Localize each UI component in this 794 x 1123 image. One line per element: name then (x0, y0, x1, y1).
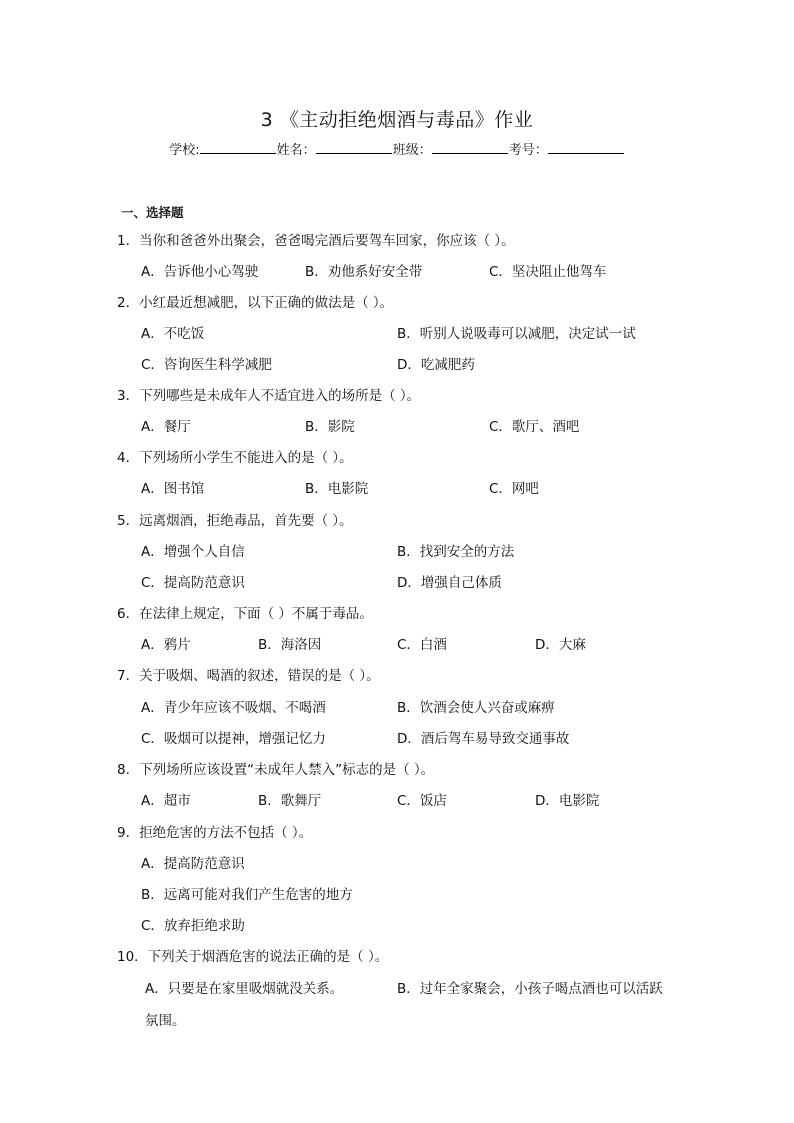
question-5-option-c: C．提高防范意识 (141, 575, 245, 591)
question-2-option-b: B．听别人说吸毒可以减肥，决定试一试 (397, 326, 636, 342)
exam-no-label: 考号： (508, 143, 548, 158)
question-2-option-d: D．吃减肥药 (397, 357, 475, 373)
question-3-option-b: B．影院 (305, 419, 355, 435)
question-7-option-a: A．青少年应该不吸烟、不喝酒 (141, 700, 326, 716)
question-1-option-b: B．劝他系好安全带 (305, 264, 423, 280)
question-2-option-c: C．咨询医生科学减肥 (141, 357, 272, 373)
question-10-option-a: A．只要是在家里吸烟就没关系。 (145, 981, 344, 997)
question-6-stem: 6．在法律上规定，下面（ ）不属于毒品。 (117, 606, 373, 622)
exam-no-blank[interactable] (548, 141, 624, 154)
question-1-stem: 1．当你和爸爸外出聚会，爸爸喝完酒后要驾车回家，你应该（ ）。 (117, 233, 515, 249)
question-7-option-c: C．吸烟可以提神，增强记忆力 (141, 731, 326, 747)
question-9-option-a: A．提高防范意识 (141, 856, 245, 872)
question-8-option-a: A．超市 (141, 793, 191, 809)
class-blank[interactable] (432, 141, 508, 154)
question-8-option-b: B．歌舞厅 (258, 793, 322, 809)
question-7-option-d: D．酒后驾车易导致交通事故 (397, 731, 570, 747)
question-9-option-b: B．远离可能对我们产生危害的地方 (141, 887, 353, 903)
question-1-option-a: A．告诉他小心驾驶 (141, 264, 259, 280)
question-6-option-a: A．鸦片 (141, 637, 191, 653)
class-label: 班级： (392, 143, 432, 158)
question-5-option-b: B．找到安全的方法 (397, 544, 515, 560)
school-label: 学校: (169, 143, 200, 158)
page-title: 3 《主动拒绝烟酒与毒品》作业 (260, 109, 534, 131)
student-info-line (0, 139, 794, 158)
question-6-option-d: D．大麻 (535, 637, 586, 653)
question-2-option-a: A．不吃饭 (141, 326, 205, 342)
question-3-stem: 3．下列哪些是未成年人不适宜进入的场所是（ ）。 (117, 388, 421, 404)
question-10-option-b-continued: 氛围。 (145, 1013, 186, 1029)
question-6-option-b: B．海洛因 (258, 637, 322, 653)
question-8-option-d: D．电影院 (535, 793, 600, 809)
question-7-option-b: B．饮酒会使人兴奋或麻痹 (397, 700, 555, 716)
question-4-option-c: C．网吧 (489, 481, 539, 497)
name-blank[interactable] (316, 141, 392, 154)
question-3-option-a: A．餐厅 (141, 419, 191, 435)
section-heading: 一、选择题 (121, 205, 184, 220)
question-1-option-c: C．坚决阻止他驾车 (489, 264, 607, 280)
question-4-stem: 4．下列场所小学生不能进入的是（ ）。 (117, 450, 353, 466)
question-4-option-b: B．电影院 (305, 481, 369, 497)
question-8-stem: 8．下列场所应该设置“未成年人禁入”标志的是（ ）。 (117, 762, 435, 778)
question-5-option-a: A．增强个人自信 (141, 544, 245, 560)
question-5-stem: 5．远离烟酒，拒绝毒品，首先要（ ）。 (117, 513, 353, 529)
question-9-stem: 9．拒绝危害的方法不包括（ ）。 (117, 825, 313, 841)
question-5-option-d: D．增强自己体质 (397, 575, 502, 591)
name-label: 姓名： (276, 143, 316, 158)
question-8-option-c: C．饭店 (397, 793, 447, 809)
question-10-option-b: B．过年全家聚会，小孩子喝点酒也可以活跃 (397, 981, 663, 997)
question-3-option-c: C．歌厅、酒吧 (489, 419, 580, 435)
question-9-option-c: C．放弃拒绝求助 (141, 918, 245, 934)
question-10-stem: 10．下列关于烟酒危害的说法正确的是（ ）。 (117, 949, 389, 965)
question-4-option-a: A．图书馆 (141, 481, 205, 497)
question-7-stem: 7．关于吸烟、喝酒的叙述，错误的是（ ）。 (117, 668, 380, 684)
school-blank[interactable] (200, 141, 276, 154)
question-6-option-c: C．白酒 (397, 637, 447, 653)
question-2-stem: 2．小红最近想减肥，以下正确的做法是（ ）。 (117, 295, 394, 311)
